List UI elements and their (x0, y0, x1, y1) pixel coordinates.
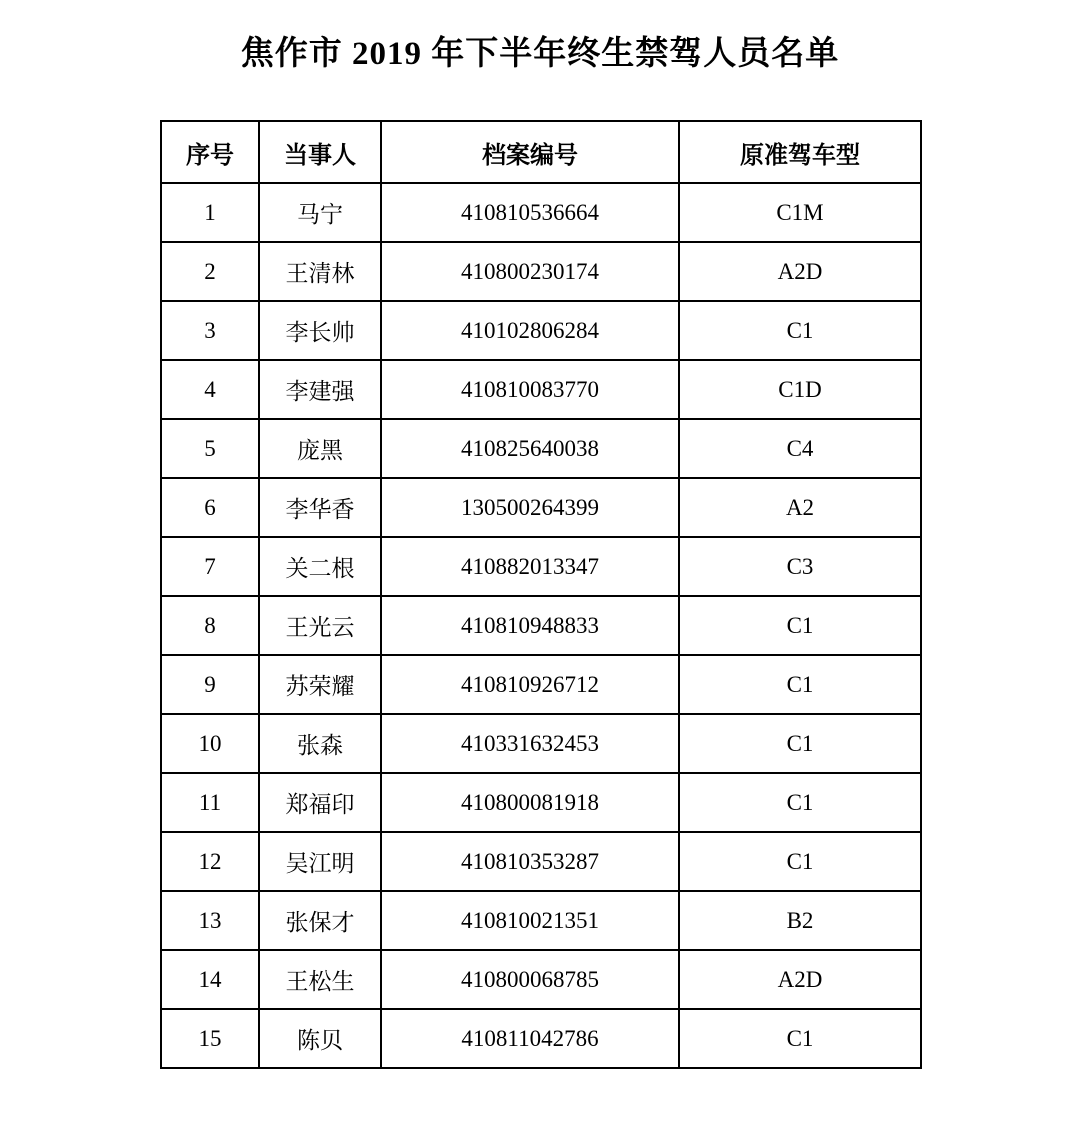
cell-index: 6 (161, 478, 259, 537)
cell-person: 王光云 (259, 596, 381, 655)
cell-index: 3 (161, 301, 259, 360)
column-header-index: 序号 (161, 121, 259, 183)
cell-file-number: 410811042786 (381, 1009, 679, 1068)
table-row (161, 183, 921, 242)
cell-index: 7 (161, 537, 259, 596)
cell-person: 陈贝 (259, 1009, 381, 1068)
cell-index: 12 (161, 832, 259, 891)
cell-index: 11 (161, 773, 259, 832)
cell-file-number: 410810926712 (381, 655, 679, 714)
cell-index: 4 (161, 360, 259, 419)
cell-person: 张保才 (259, 891, 381, 950)
cell-person: 李华香 (259, 478, 381, 537)
cell-person: 王松生 (259, 950, 381, 1009)
table-header-row (161, 121, 921, 183)
cell-person: 马宁 (259, 183, 381, 242)
cell-person: 庞黑 (259, 419, 381, 478)
table-row (161, 301, 921, 360)
cell-license-type: A2D (679, 950, 921, 1009)
cell-license-type: C1 (679, 1009, 921, 1068)
table-row (161, 655, 921, 714)
ban-list-table-wrapper (160, 120, 920, 1069)
cell-file-number: 410810083770 (381, 360, 679, 419)
table-row (161, 242, 921, 301)
cell-license-type: C1D (679, 360, 921, 419)
cell-index: 2 (161, 242, 259, 301)
cell-license-type: A2D (679, 242, 921, 301)
cell-person: 李建强 (259, 360, 381, 419)
cell-index: 13 (161, 891, 259, 950)
cell-file-number: 410882013347 (381, 537, 679, 596)
cell-license-type: C1 (679, 714, 921, 773)
cell-license-type: C1 (679, 832, 921, 891)
table-row (161, 950, 921, 1009)
cell-person: 吴江明 (259, 832, 381, 891)
cell-file-number: 410800068785 (381, 950, 679, 1009)
table-row (161, 360, 921, 419)
cell-file-number: 410825640038 (381, 419, 679, 478)
table-row (161, 537, 921, 596)
cell-license-type: C1 (679, 596, 921, 655)
cell-license-type: C3 (679, 537, 921, 596)
table-row (161, 891, 921, 950)
column-header-person: 当事人 (259, 121, 381, 183)
cell-license-type: C4 (679, 419, 921, 478)
table-row (161, 714, 921, 773)
cell-index: 15 (161, 1009, 259, 1068)
cell-license-type: C1 (679, 655, 921, 714)
table-row (161, 773, 921, 832)
cell-person: 关二根 (259, 537, 381, 596)
cell-file-number: 130500264399 (381, 478, 679, 537)
table-row (161, 419, 921, 478)
cell-file-number: 410800230174 (381, 242, 679, 301)
cell-file-number: 410810536664 (381, 183, 679, 242)
cell-license-type: C1 (679, 773, 921, 832)
cell-license-type: C1M (679, 183, 921, 242)
table-row (161, 832, 921, 891)
column-header-file-number: 档案编号 (381, 121, 679, 183)
cell-index: 8 (161, 596, 259, 655)
cell-file-number: 410331632453 (381, 714, 679, 773)
cell-license-type: A2 (679, 478, 921, 537)
table-row (161, 1009, 921, 1068)
ban-list-table (160, 120, 922, 1069)
cell-person: 郑福印 (259, 773, 381, 832)
cell-file-number: 410810353287 (381, 832, 679, 891)
table-header (161, 121, 921, 183)
cell-index: 14 (161, 950, 259, 1009)
cell-person: 张森 (259, 714, 381, 773)
cell-index: 1 (161, 183, 259, 242)
cell-license-type: B2 (679, 891, 921, 950)
table-row (161, 596, 921, 655)
cell-index: 10 (161, 714, 259, 773)
column-header-license-type: 原准驾车型 (679, 121, 921, 183)
cell-file-number: 410810948833 (381, 596, 679, 655)
cell-file-number: 410800081918 (381, 773, 679, 832)
cell-license-type: C1 (679, 301, 921, 360)
page-title: 焦作市 2019 年下半年终生禁驾人员名单 (240, 36, 840, 72)
cell-person: 王清林 (259, 242, 381, 301)
cell-file-number: 410102806284 (381, 301, 679, 360)
table-body (161, 183, 921, 1068)
table-row (161, 478, 921, 537)
cell-index: 5 (161, 419, 259, 478)
cell-index: 9 (161, 655, 259, 714)
cell-person: 苏荣耀 (259, 655, 381, 714)
cell-file-number: 410810021351 (381, 891, 679, 950)
cell-person: 李长帅 (259, 301, 381, 360)
